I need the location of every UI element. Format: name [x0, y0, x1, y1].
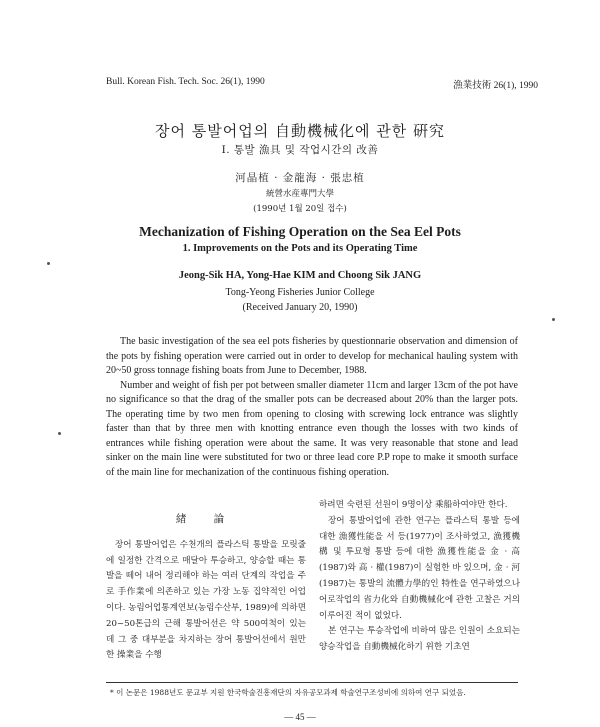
body-column-right — [319, 498, 520, 656]
korean-received-date: (1990년 1월 20일 접수) — [253, 204, 347, 214]
korean-subtitle: I. 통발 漁具 및 작업시간의 改善 — [221, 144, 379, 156]
footnote-divider — [106, 682, 518, 683]
english-received-date: (Received January 20, 1990) — [242, 302, 358, 313]
english-title: Mechanization of Fishing Operation on the Sea Eel Pots — [139, 224, 461, 239]
footnote-marker: * — [110, 688, 114, 697]
english-authors: Jeong-Sik HA, Yong-Hae KIM and Choong Sik JANG — [178, 270, 422, 281]
scan-speck — [552, 318, 555, 321]
running-header-right: 漁業技術 26(1), 1990 — [453, 81, 538, 91]
page-number: — 45 — — [284, 712, 316, 722]
body-paragraph: 장어 통발어업에 관한 연구는 플라스틱 통발 등에 대한 漁獲性能을 서 등(1977)이 조사하였고, 漁獲機構 및 투묘형 통발 등에 대한 漁獲性能을 金 · 高(1987)와 高 · 權(1987)이 실험한 바 있으며, 金 · 河(1987)는 통발의 流體力學的인 特性을 연구하였으나 어로작업의 省力化와 自動機械化에 관한 고찰은 거의 이루어진 적이 없었다. — [319, 515, 520, 621]
body-paragraph: 장어 통발어업은 수천개의 플라스틱 통발을 모릿줄에 일정한 간격으로 매달아 투승하고, 양승할 때는 통발을 떼어 내어 정리해야 하는 여러 단계의 작업을 주로 手作業에 의존하고 있는 가장 노동 집약적인 어업이다. 농림어업통계연보(농림수산부, 1989)에 의하면 20~50톤급의 근해 통발어선은 약 500여척이 있는데 그 중 대부분을 차지하는 장어 통발어선에서 원만한 操業을 수행 — [106, 539, 306, 661]
body-paragraph: 하려면 숙련된 선원이 9명이상 乘船하여야만 한다. — [319, 500, 508, 510]
abstract — [106, 335, 518, 480]
body-column-left — [106, 508, 306, 664]
korean-affiliation: 統營水産專門大學 — [265, 189, 334, 199]
body-paragraph: 본 연구는 투승작업에 비하여 많은 인원이 소요되는 양승작업을 自動機械化하기 위한 기초연 — [319, 626, 520, 653]
footnote-text: 이 논문은 1988년도 문교부 지원 한국학술진흥재단의 자유공모과제 학술연구조성비에 의하여 연구 되었음. — [116, 688, 466, 697]
english-subtitle: 1. Improvements on the Pots and its Operating Time — [182, 243, 418, 254]
english-affiliation: Tong-Yeong Fisheries Junior College — [225, 287, 375, 298]
scan-speck — [47, 262, 50, 265]
footnote — [110, 686, 518, 699]
abstract-paragraph-2: Number and weight of fish per pot between smaller diameter 11cm and larger 13cm of the pot have no significance so that the drag of the smaller pots can be decreased about 20% than the larger pots. The operating time by two men from opening to closing with screwing lock entrance was slightly faster than that by three men with knotting entrance even though the losses with two kinds of entrances while fishing operation were about the same. It was very reasonable that stone and lead sinker on the main line were substituted for two or three lead core P.P rope to make it smooth surface of the main line for mechanization of the continuous fishing operation. — [106, 379, 518, 478]
korean-title: 장어 통발어업의 自動機械化에 관한 硏究 — [155, 122, 445, 140]
scan-speck — [58, 432, 61, 435]
abstract-paragraph-1: The basic investigation of the sea eel pots fisheries by questionnarie observation and dimension of the pots by fishing operation were carried out in order to develop for mechanical hauling system with 20~50 gross tonnage fishing boats from June to December, 1988. — [106, 336, 518, 376]
section-title-introduction: 緖 論 — [175, 513, 237, 525]
korean-authors: 河晶植 · 金龍海 · 張忠植 — [235, 172, 365, 184]
running-header-left: Bull. Korean Fish. Tech. Soc. 26(1), 1990 — [106, 77, 265, 87]
